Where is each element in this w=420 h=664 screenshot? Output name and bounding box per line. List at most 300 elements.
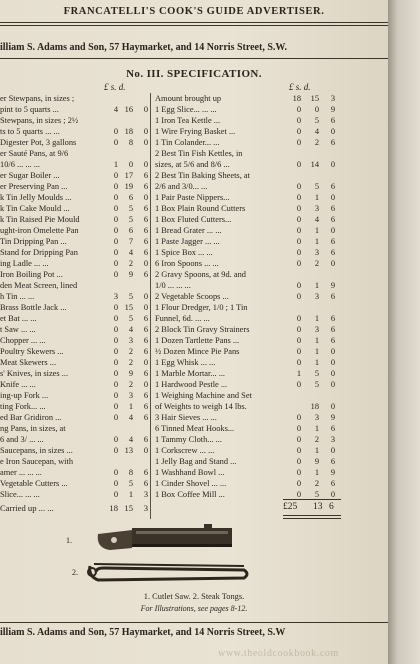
left-item-shillings: 4 [128, 248, 133, 257]
right-item-shillings: 1 [314, 446, 319, 455]
right-item-row [155, 203, 388, 214]
left-item-item-text: er Stewpans, in sizes ; [0, 94, 75, 103]
left-item-row [0, 104, 150, 115]
left-item-shillings: 19 [124, 182, 133, 191]
left-item-shillings: 3 [128, 391, 133, 400]
right-item-pence: 9 [330, 413, 335, 422]
left-item-row [0, 181, 150, 192]
left-item-row [0, 423, 150, 434]
left-item-pounds: 0 [113, 204, 118, 213]
right-item-item-text: 1 Dozen Tartlette Pans ... [155, 336, 240, 345]
left-item-pounds: 0 [113, 127, 118, 136]
right-item-item-text: 1 Box Plain Round Cutters [155, 204, 246, 213]
total-rule-bottom [283, 515, 341, 516]
right-item-row [155, 280, 388, 291]
right-item-item-text: 2 Best Tin Fish Kettles, in [155, 149, 243, 158]
right-item-shillings: 1 [314, 336, 319, 345]
left-item-row [0, 489, 150, 500]
right-item-pence: 9 [330, 105, 335, 114]
illustration-note: For Illustrations, see pages 8-12. [140, 604, 248, 613]
left-item-shillings: 9 [128, 270, 133, 279]
left-item-row [0, 269, 150, 280]
left-item-row [0, 236, 150, 247]
right-item-pounds: 0 [296, 292, 301, 301]
left-item-pounds: 0 [113, 358, 118, 367]
left-item-pence: 0 [143, 259, 148, 268]
footer-publisher-line: illiam S. Adams and Son, 57 Haymarket, and 14 Norris Street, S.W [0, 627, 286, 638]
right-item-pounds: 0 [296, 336, 301, 345]
right-item-pence: 6 [330, 457, 335, 466]
left-item-shillings: 0 [128, 160, 133, 169]
right-item-row [155, 93, 388, 104]
left-item-shillings: 6 [128, 193, 133, 202]
left-item-item-text: ed Bar Gridiron ... [0, 413, 62, 422]
left-item-row [0, 401, 150, 412]
right-item-pounds: 0 [296, 182, 301, 191]
right-item-pence: 9 [330, 468, 335, 477]
steak-tongs-illustration [84, 558, 254, 588]
right-item-shillings: 1 [314, 193, 319, 202]
left-item-pence: 0 [143, 193, 148, 202]
left-item-item-text: pint to 5 quarts ... [0, 105, 59, 114]
left-item-pence: 6 [143, 413, 148, 422]
right-item-row [155, 269, 388, 280]
publisher-line: illiam S. Adams and Son, 57 Haymarket, and 14 Norris Street, S.W. [0, 42, 287, 53]
right-item-shillings: 2 [314, 435, 319, 444]
left-item-shillings: 4 [128, 413, 133, 422]
left-item-row [0, 148, 150, 159]
right-item-pence: 6 [330, 325, 335, 334]
right-item-shillings: 1 [314, 358, 319, 367]
left-item-pounds: 0 [113, 380, 118, 389]
left-item-row [0, 434, 150, 445]
left-item-pounds: 0 [113, 413, 118, 422]
left-item-row [0, 368, 150, 379]
left-item-item-text: Tin Dripping Pan ... [0, 237, 67, 246]
book-edge [388, 0, 420, 664]
total-pounds: £25 [283, 502, 298, 512]
left-item-pence: 0 [143, 138, 148, 147]
right-item-pence: 0 [330, 446, 335, 455]
right-item-shillings: 1 [314, 468, 319, 477]
left-item-pence: 6 [143, 325, 148, 334]
left-item-shillings: 15 [124, 303, 133, 312]
right-item-shillings: 3 [314, 292, 319, 301]
left-item-shillings: 16 [124, 105, 133, 114]
right-item-item-text: 1 Marble Mortar... ... [155, 369, 226, 378]
left-item-shillings: 1 [128, 490, 133, 499]
left-item-item-text: er Preserving Pan ... [0, 182, 68, 191]
left-item-shillings: 4 [128, 435, 133, 444]
left-item-pounds: 0 [113, 369, 118, 378]
right-item-item-text: ½ Dozen Mince Pie Pans [155, 347, 240, 356]
left-item-item-text: k Tin Cake Mould ... [0, 204, 70, 213]
carried-up-row [0, 503, 150, 514]
right-item-pounds: 0 [296, 325, 301, 334]
total-pence: 6 [329, 502, 334, 512]
illustrations [0, 520, 388, 630]
left-item-pence: 6 [143, 182, 148, 191]
right-item-pounds: 0 [296, 281, 301, 290]
right-item-item-text: 6 Iron Spoons ... ... [155, 259, 219, 268]
right-item-item-text: 1 Flour Dredger, 1/0 ; 1 Tin [155, 303, 248, 312]
right-item-item-text: 1 Box Coffee Mill ... [155, 490, 225, 499]
cutlet-saw-illustration [92, 520, 242, 560]
left-item-shillings: 5 [128, 215, 133, 224]
right-item-pounds: 0 [296, 215, 301, 224]
left-item-pounds: 0 [113, 336, 118, 345]
right-item-shillings: 1 [314, 281, 319, 290]
right-item-pounds: 0 [296, 457, 301, 466]
right-item-row [155, 324, 388, 335]
left-item-item-text: Slice... ... ... [0, 490, 40, 499]
right-item-row [155, 159, 388, 170]
right-item-item-text: 3 Hair Sieves ... ... [155, 413, 217, 422]
left-item-row [0, 302, 150, 313]
right-item-pounds: 0 [296, 248, 301, 257]
left-item-pounds: 0 [113, 193, 118, 202]
right-item-pounds: 0 [296, 138, 301, 147]
right-item-shillings: 1 [314, 237, 319, 246]
right-item-row [155, 368, 388, 379]
left-item-pence: 6 [143, 314, 148, 323]
right-item-pounds: 0 [296, 259, 301, 268]
right-item-row [155, 390, 388, 401]
left-item-item-text: amer ... ... ... [0, 468, 42, 477]
right-item-row [155, 412, 388, 423]
right-item-pounds: 0 [296, 424, 301, 433]
right-item-row [155, 445, 388, 456]
right-item-item-text: 1 Weighing Machine and Set [155, 391, 252, 400]
left-item-pence: 6 [143, 347, 148, 356]
right-item-pence: 3 [330, 94, 335, 103]
left-item-pence: 6 [143, 248, 148, 257]
left-column [0, 93, 150, 500]
left-item-item-text: e Iron Saucepan, with [0, 457, 74, 466]
left-item-row [0, 291, 150, 302]
left-item-pounds: 0 [113, 171, 118, 180]
right-item-row [155, 236, 388, 247]
total-rule-double [283, 518, 341, 519]
right-item-row [155, 313, 388, 324]
right-item-pounds: 0 [296, 204, 301, 213]
right-item-item-text: Amount brought up [155, 94, 222, 103]
left-item-item-text: ts to 5 quarts ... ... [0, 127, 60, 136]
footer-rule [0, 622, 388, 623]
left-item-pounds: 0 [113, 226, 118, 235]
right-item-item-text: of Weights to weigh 14 lbs. [155, 402, 247, 411]
right-item-item-text: Funnel, 6d. ... ... [155, 314, 210, 323]
left-item-item-text: k Tin Raised Pie Mould [0, 215, 80, 224]
left-item-pence: 6 [143, 215, 148, 224]
left-item-item-text: k Tin Jelly Moulds ... [0, 193, 72, 202]
left-item-pounds: 0 [113, 468, 118, 477]
left-item-row [0, 412, 150, 423]
right-item-pounds: 0 [296, 116, 301, 125]
left-item-item-text: er Sugar Boiler ... [0, 171, 60, 180]
left-item-shillings: 9 [128, 369, 133, 378]
left-item-item-text: et Bat ... ... [0, 314, 37, 323]
left-item-row [0, 214, 150, 225]
left-item-pounds: 0 [113, 347, 118, 356]
left-item-pence: 0 [143, 446, 148, 455]
left-item-item-text: ught-iron Omelette Pan [0, 226, 79, 235]
left-item-row [0, 258, 150, 269]
carried-up-shillings: 15 [124, 503, 133, 513]
left-item-pence: 0 [143, 105, 148, 114]
left-item-row [0, 247, 150, 258]
right-item-pence: 0 [330, 347, 335, 356]
left-item-row [0, 115, 150, 126]
right-item-row [155, 115, 388, 126]
illustration-number-2: 2. [72, 568, 78, 577]
specification-title: No. III. SPECIFICATION. [126, 68, 262, 80]
left-item-shillings: 18 [124, 127, 133, 136]
right-item-row [155, 456, 388, 467]
right-item-item-text: 1 Egg Slice... ... ... [155, 105, 217, 114]
right-item-shillings: 1 [314, 347, 319, 356]
total-shillings: 13 [313, 502, 323, 512]
left-item-pounds: 0 [113, 402, 118, 411]
right-item-pounds: 0 [296, 347, 301, 356]
left-item-row [0, 324, 150, 335]
right-item-pounds: 0 [296, 314, 301, 323]
left-item-pence: 6 [143, 204, 148, 213]
left-item-row [0, 346, 150, 357]
left-item-shillings: 4 [128, 325, 133, 334]
left-item-pence: 0 [143, 358, 148, 367]
advertiser-header: FRANCATELLI'S COOK'S GUIDE ADVERTISER. [63, 6, 325, 17]
right-item-pounds: 1 [296, 369, 301, 378]
left-item-row [0, 280, 150, 291]
right-item-row [155, 357, 388, 368]
left-item-item-text: Saucepans, in sizes ... [0, 446, 73, 455]
right-item-shillings: 4 [314, 215, 319, 224]
left-item-pence: 6 [143, 402, 148, 411]
right-item-row [155, 401, 388, 412]
right-item-pence: 6 [330, 182, 335, 191]
left-item-row [0, 335, 150, 346]
left-item-pence: 6 [143, 479, 148, 488]
right-item-shillings: 2 [314, 138, 319, 147]
left-item-shillings: 13 [124, 446, 133, 455]
left-item-pence: 0 [143, 160, 148, 169]
right-item-item-text: 1 Egg Whisk ... ... [155, 358, 216, 367]
left-item-row [0, 456, 150, 467]
right-item-item-text: 1 Washhand Bowl ... [155, 468, 225, 477]
left-item-row [0, 159, 150, 170]
right-item-shillings: 5 [314, 369, 319, 378]
publisher-rule [0, 58, 388, 59]
right-item-item-text: 1 Paste Jagger ... ... [155, 237, 220, 246]
right-item-item-text: 1 Iron Tea Kettle ... [155, 116, 221, 125]
right-item-item-text: 6 Tinned Meat Hooks... [155, 424, 235, 433]
right-item-pounds: 0 [296, 413, 301, 422]
left-item-shillings: 1 [128, 402, 133, 411]
right-item-pence: 6 [330, 336, 335, 345]
left-item-shillings: 6 [128, 226, 133, 235]
left-item-shillings: 17 [124, 171, 133, 180]
right-item-pence: 0 [330, 127, 335, 136]
left-currency-heading: £ s. d. [104, 82, 126, 92]
right-item-shillings: 2 [314, 479, 319, 488]
right-item-shillings: 3 [314, 325, 319, 334]
left-item-shillings: 7 [128, 237, 133, 246]
left-item-pence: 6 [143, 369, 148, 378]
left-item-pounds: 0 [113, 182, 118, 191]
left-item-pounds: 0 [113, 138, 118, 147]
left-item-pence: 6 [143, 468, 148, 477]
carried-up-pence: 3 [143, 503, 148, 513]
right-item-row [155, 489, 388, 500]
left-item-pounds: 0 [113, 215, 118, 224]
right-item-pounds: 0 [296, 446, 301, 455]
right-item-row [155, 379, 388, 390]
right-item-pence: 6 [330, 116, 335, 125]
left-item-pounds: 0 [113, 237, 118, 246]
left-item-item-text: Digester Pot, 3 gallons [0, 138, 77, 147]
right-item-item-text: 1 Hardwood Pestle ... [155, 380, 228, 389]
right-item-pence: 6 [330, 314, 335, 323]
left-item-item-text: Stand for Dripping Pan [0, 248, 78, 257]
left-item-pence: 6 [143, 237, 148, 246]
right-item-item-text: 1 Box Fluted Cutters... [155, 215, 232, 224]
right-item-pence: 6 [330, 204, 335, 213]
right-item-shillings: 18 [310, 402, 319, 411]
left-item-item-text: h Tin ... ... [0, 292, 35, 301]
right-item-item-text: 1 Corkscrew ... ... [155, 446, 215, 455]
right-column [155, 93, 388, 500]
left-item-pounds: 0 [113, 446, 118, 455]
right-item-pence: 6 [330, 138, 335, 147]
left-item-row [0, 390, 150, 401]
right-item-pounds: 0 [296, 435, 301, 444]
left-item-row [0, 192, 150, 203]
right-item-shillings: 1 [314, 226, 319, 235]
right-item-item-text: 1 Jelly Bag and Stand ... [155, 457, 237, 466]
left-item-pounds: 0 [113, 435, 118, 444]
right-item-pence: 0 [330, 259, 335, 268]
left-item-row [0, 203, 150, 214]
right-item-item-text: 1 Spice Box ... ... [155, 248, 213, 257]
left-item-item-text: t Saw ... ... [0, 325, 36, 334]
left-item-pounds: 0 [113, 259, 118, 268]
header-rule [0, 22, 388, 23]
left-item-item-text: 10/6 ... ... ... [0, 160, 41, 169]
left-item-item-text: ing-up Fork ... [0, 391, 49, 400]
right-item-row [155, 225, 388, 236]
right-item-row [155, 291, 388, 302]
left-item-shillings: 8 [128, 468, 133, 477]
right-item-row [155, 214, 388, 225]
left-item-row [0, 467, 150, 478]
left-item-pounds: 3 [113, 292, 118, 301]
right-item-item-text: 2/6 and 3/0... ... [155, 182, 208, 191]
right-item-pence: 3 [330, 435, 335, 444]
left-item-pence: 0 [143, 292, 148, 301]
right-item-pence: 9 [330, 281, 335, 290]
right-item-item-text: 1 Tin Colander... ... [155, 138, 220, 147]
watermark: www.theoldcookbook.com [218, 648, 339, 659]
right-item-pounds: 0 [296, 358, 301, 367]
left-item-item-text: den Meat Screen, lined [0, 281, 78, 290]
left-item-pounds: 4 [113, 105, 118, 114]
left-item-item-text: Vegetable Cutters ... [0, 479, 68, 488]
right-item-shillings: 14 [310, 160, 319, 169]
right-item-row [155, 148, 388, 159]
right-item-pounds: 0 [296, 160, 301, 169]
left-item-shillings: 5 [128, 314, 133, 323]
right-item-shillings: 3 [314, 413, 319, 422]
left-item-item-text: Knife ... ... [0, 380, 36, 389]
left-item-item-text: ng Pans, in sizes, at [0, 424, 66, 433]
left-item-shillings: 3 [128, 336, 133, 345]
left-item-pounds: 0 [113, 248, 118, 257]
right-item-row [155, 247, 388, 258]
right-item-pence: 0 [330, 226, 335, 235]
column-divider [150, 93, 151, 519]
right-item-item-text: 1 Cinder Shovel ... ... [155, 479, 227, 488]
right-item-item-text: 2 Best Tin Baking Sheets, at [155, 171, 250, 180]
right-item-item-text: 1/0 ... ... ... [155, 281, 191, 290]
right-item-shillings: 3 [314, 248, 319, 257]
left-item-item-text: Stewpans, in sizes ; 2½ [0, 116, 79, 125]
left-item-row [0, 445, 150, 456]
carried-up-label: Carried up ... ... [0, 503, 54, 513]
right-item-row [155, 467, 388, 478]
right-item-shillings: 5 [314, 116, 319, 125]
right-item-row [155, 181, 388, 192]
right-item-shillings: 0 [314, 105, 319, 114]
header-rule-double [0, 25, 388, 26]
left-item-item-text: Chopper ... ... [0, 336, 46, 345]
right-item-pounds: 0 [296, 490, 301, 499]
left-item-item-text: 6 and 3/ ... ... [0, 435, 44, 444]
right-item-row [155, 478, 388, 489]
right-item-item-text: 2 Gravy Spoons, at 9d. and [155, 270, 246, 279]
left-item-shillings: 2 [128, 380, 133, 389]
right-item-item-text: 1 Wire Frying Basket ... [155, 127, 236, 136]
left-item-pence: 0 [143, 127, 148, 136]
left-item-pounds: 0 [113, 314, 118, 323]
left-item-pounds: 0 [113, 490, 118, 499]
left-item-pounds: 0 [113, 303, 118, 312]
left-item-pence: 6 [143, 171, 148, 180]
right-item-shillings: 2 [314, 259, 319, 268]
left-item-pounds: 1 [113, 160, 118, 169]
left-item-item-text: Poultry Skewers ... [0, 347, 64, 356]
right-item-row [155, 126, 388, 137]
right-item-item-text: 2 Block Tin Gravy Strainers [155, 325, 250, 334]
right-item-row [155, 434, 388, 445]
left-item-shillings: 5 [128, 204, 133, 213]
right-item-pounds: 0 [296, 468, 301, 477]
right-item-pounds: 0 [296, 237, 301, 246]
left-item-shillings: 2 [128, 358, 133, 367]
right-item-pence: 0 [330, 490, 335, 499]
right-item-pence: 6 [330, 215, 335, 224]
right-item-row [155, 170, 388, 181]
right-item-shillings: 9 [314, 457, 319, 466]
right-item-pence: 6 [330, 248, 335, 257]
left-item-pounds: 0 [113, 325, 118, 334]
right-item-row [155, 423, 388, 434]
left-item-row [0, 93, 150, 104]
left-item-row [0, 137, 150, 148]
right-item-shillings: 1 [314, 424, 319, 433]
right-item-pounds: 0 [296, 226, 301, 235]
left-item-row [0, 170, 150, 181]
